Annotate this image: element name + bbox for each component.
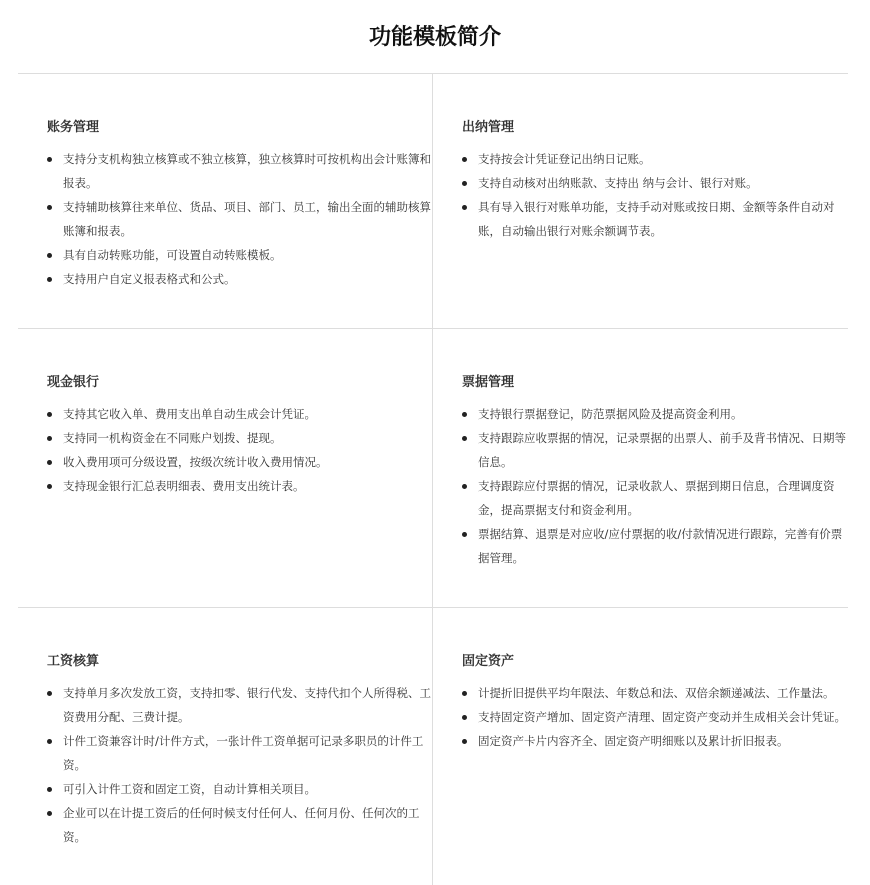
feature-item: 支持单月多次发放工资，支持扣零、银行代发、支持代扣个人所得税、工资费用分配、三费计提。: [47, 681, 432, 729]
module-card-cash-bank: [47, 374, 432, 498]
bullet-icon: [47, 787, 52, 792]
feature-item: 支持其它收入单、费用支出单自动生成会计凭证。: [47, 402, 432, 426]
module-card-accounting: [47, 119, 432, 291]
module-heading: 账务管理: [47, 120, 100, 135]
bullet-icon: [462, 412, 467, 417]
feature-item: 支持同一机构资金在不同账户划拨、提现。: [47, 426, 432, 450]
bullet-icon: [47, 436, 52, 441]
module-heading: 固定资产: [462, 654, 515, 669]
bullet-icon: [47, 811, 52, 816]
bullet-icon: [462, 205, 467, 210]
bullet-icon: [462, 715, 467, 720]
feature-list: [47, 681, 432, 849]
bullet-icon: [47, 739, 52, 744]
feature-item: 支持银行票据登记，防范票据风险及提高资金利用。: [462, 402, 847, 426]
feature-item: 票据结算、退票是对应收/应付票据的收/付款情况进行跟踪，完善有价票据管理。: [462, 522, 847, 570]
feature-list: [462, 402, 847, 570]
feature-item: 支持分支机构独立核算或不独立核算，独立核算时可按机构出会计账簿和报表。: [47, 147, 432, 195]
bullet-icon: [462, 436, 467, 441]
bullet-icon: [47, 253, 52, 258]
feature-item: 支持自动核对出纳账款、支持出 纳与会计、银行对账。: [462, 171, 847, 195]
bullet-icon: [462, 484, 467, 489]
feature-item: 计件工资兼容计时/计件方式，一张计件工资单据可记录多职员的计件工资。: [47, 729, 432, 777]
feature-item: 可引入计件工资和固定工资，自动计算相关项目。: [47, 777, 432, 801]
feature-item: 计提折旧提供平均年限法、年数总和法、双倍余额递减法、工作量法。: [462, 681, 847, 705]
module-card-cashier: [462, 119, 847, 243]
bullet-icon: [462, 157, 467, 162]
bullet-icon: [462, 739, 467, 744]
feature-item: 支持按会计凭证登记出纳日记账。: [462, 147, 847, 171]
module-grid: [18, 73, 848, 885]
feature-item: 支持现金银行汇总表明细表、费用支出统计表。: [47, 474, 432, 498]
feature-list: [462, 681, 847, 753]
bullet-icon: [47, 205, 52, 210]
feature-item: 支持跟踪应付票据的情况，记录收款人、票据到期日信息，合理调度资金，提高票据支付和资金利用。: [462, 474, 847, 522]
bullet-icon: [47, 412, 52, 417]
bullet-icon: [47, 157, 52, 162]
grid-row-divider: [18, 328, 848, 329]
feature-list: [462, 147, 847, 243]
feature-item: 支持固定资产增加、固定资产清理、固定资产变动并生成相关会计凭证。: [462, 705, 847, 729]
bullet-icon: [462, 181, 467, 186]
bullet-icon: [47, 277, 52, 282]
grid-row-divider: [18, 607, 848, 608]
feature-list: [47, 402, 432, 498]
feature-list: [47, 147, 432, 291]
feature-item: 支持用户自定义报表格式和公式。: [47, 267, 432, 291]
bullet-icon: [47, 484, 52, 489]
module-card-fixed-assets: [462, 653, 847, 753]
page-title: 功能模板简介: [368, 25, 501, 50]
module-heading: 工资核算: [47, 654, 100, 669]
module-card-notes: [462, 374, 847, 570]
bullet-icon: [462, 532, 467, 537]
feature-item: 具有导入银行对账单功能，支持手动对账或按日期、金额等条件自动对账，自动输出银行对账余额调节表。: [462, 195, 847, 243]
module-heading: 现金银行: [47, 375, 100, 390]
feature-item: 支持跟踪应收票据的情况，记录票据的出票人、前手及背书情况、日期等信息。: [462, 426, 847, 474]
module-heading: 票据管理: [462, 375, 515, 390]
feature-item: 固定资产卡片内容齐全、固定资产明细账以及累计折旧报表。: [462, 729, 847, 753]
bullet-icon: [47, 691, 52, 696]
module-card-payroll: [47, 653, 432, 849]
grid-vertical-divider: [432, 74, 433, 885]
feature-item: 支持辅助核算往来单位、货品、项目、部门、员工，输出全面的辅助核算账簿和报表。: [47, 195, 432, 243]
bullet-icon: [47, 460, 52, 465]
feature-item: 收入费用项可分级设置，按级次统计收入费用情况。: [47, 450, 432, 474]
module-heading: 出纳管理: [462, 120, 515, 135]
feature-item: 具有自动转账功能，可设置自动转账模板。: [47, 243, 432, 267]
bullet-icon: [462, 691, 467, 696]
feature-item: 企业可以在计提工资后的任何时候支付任何人、任何月份、任何次的工资。: [47, 801, 432, 849]
